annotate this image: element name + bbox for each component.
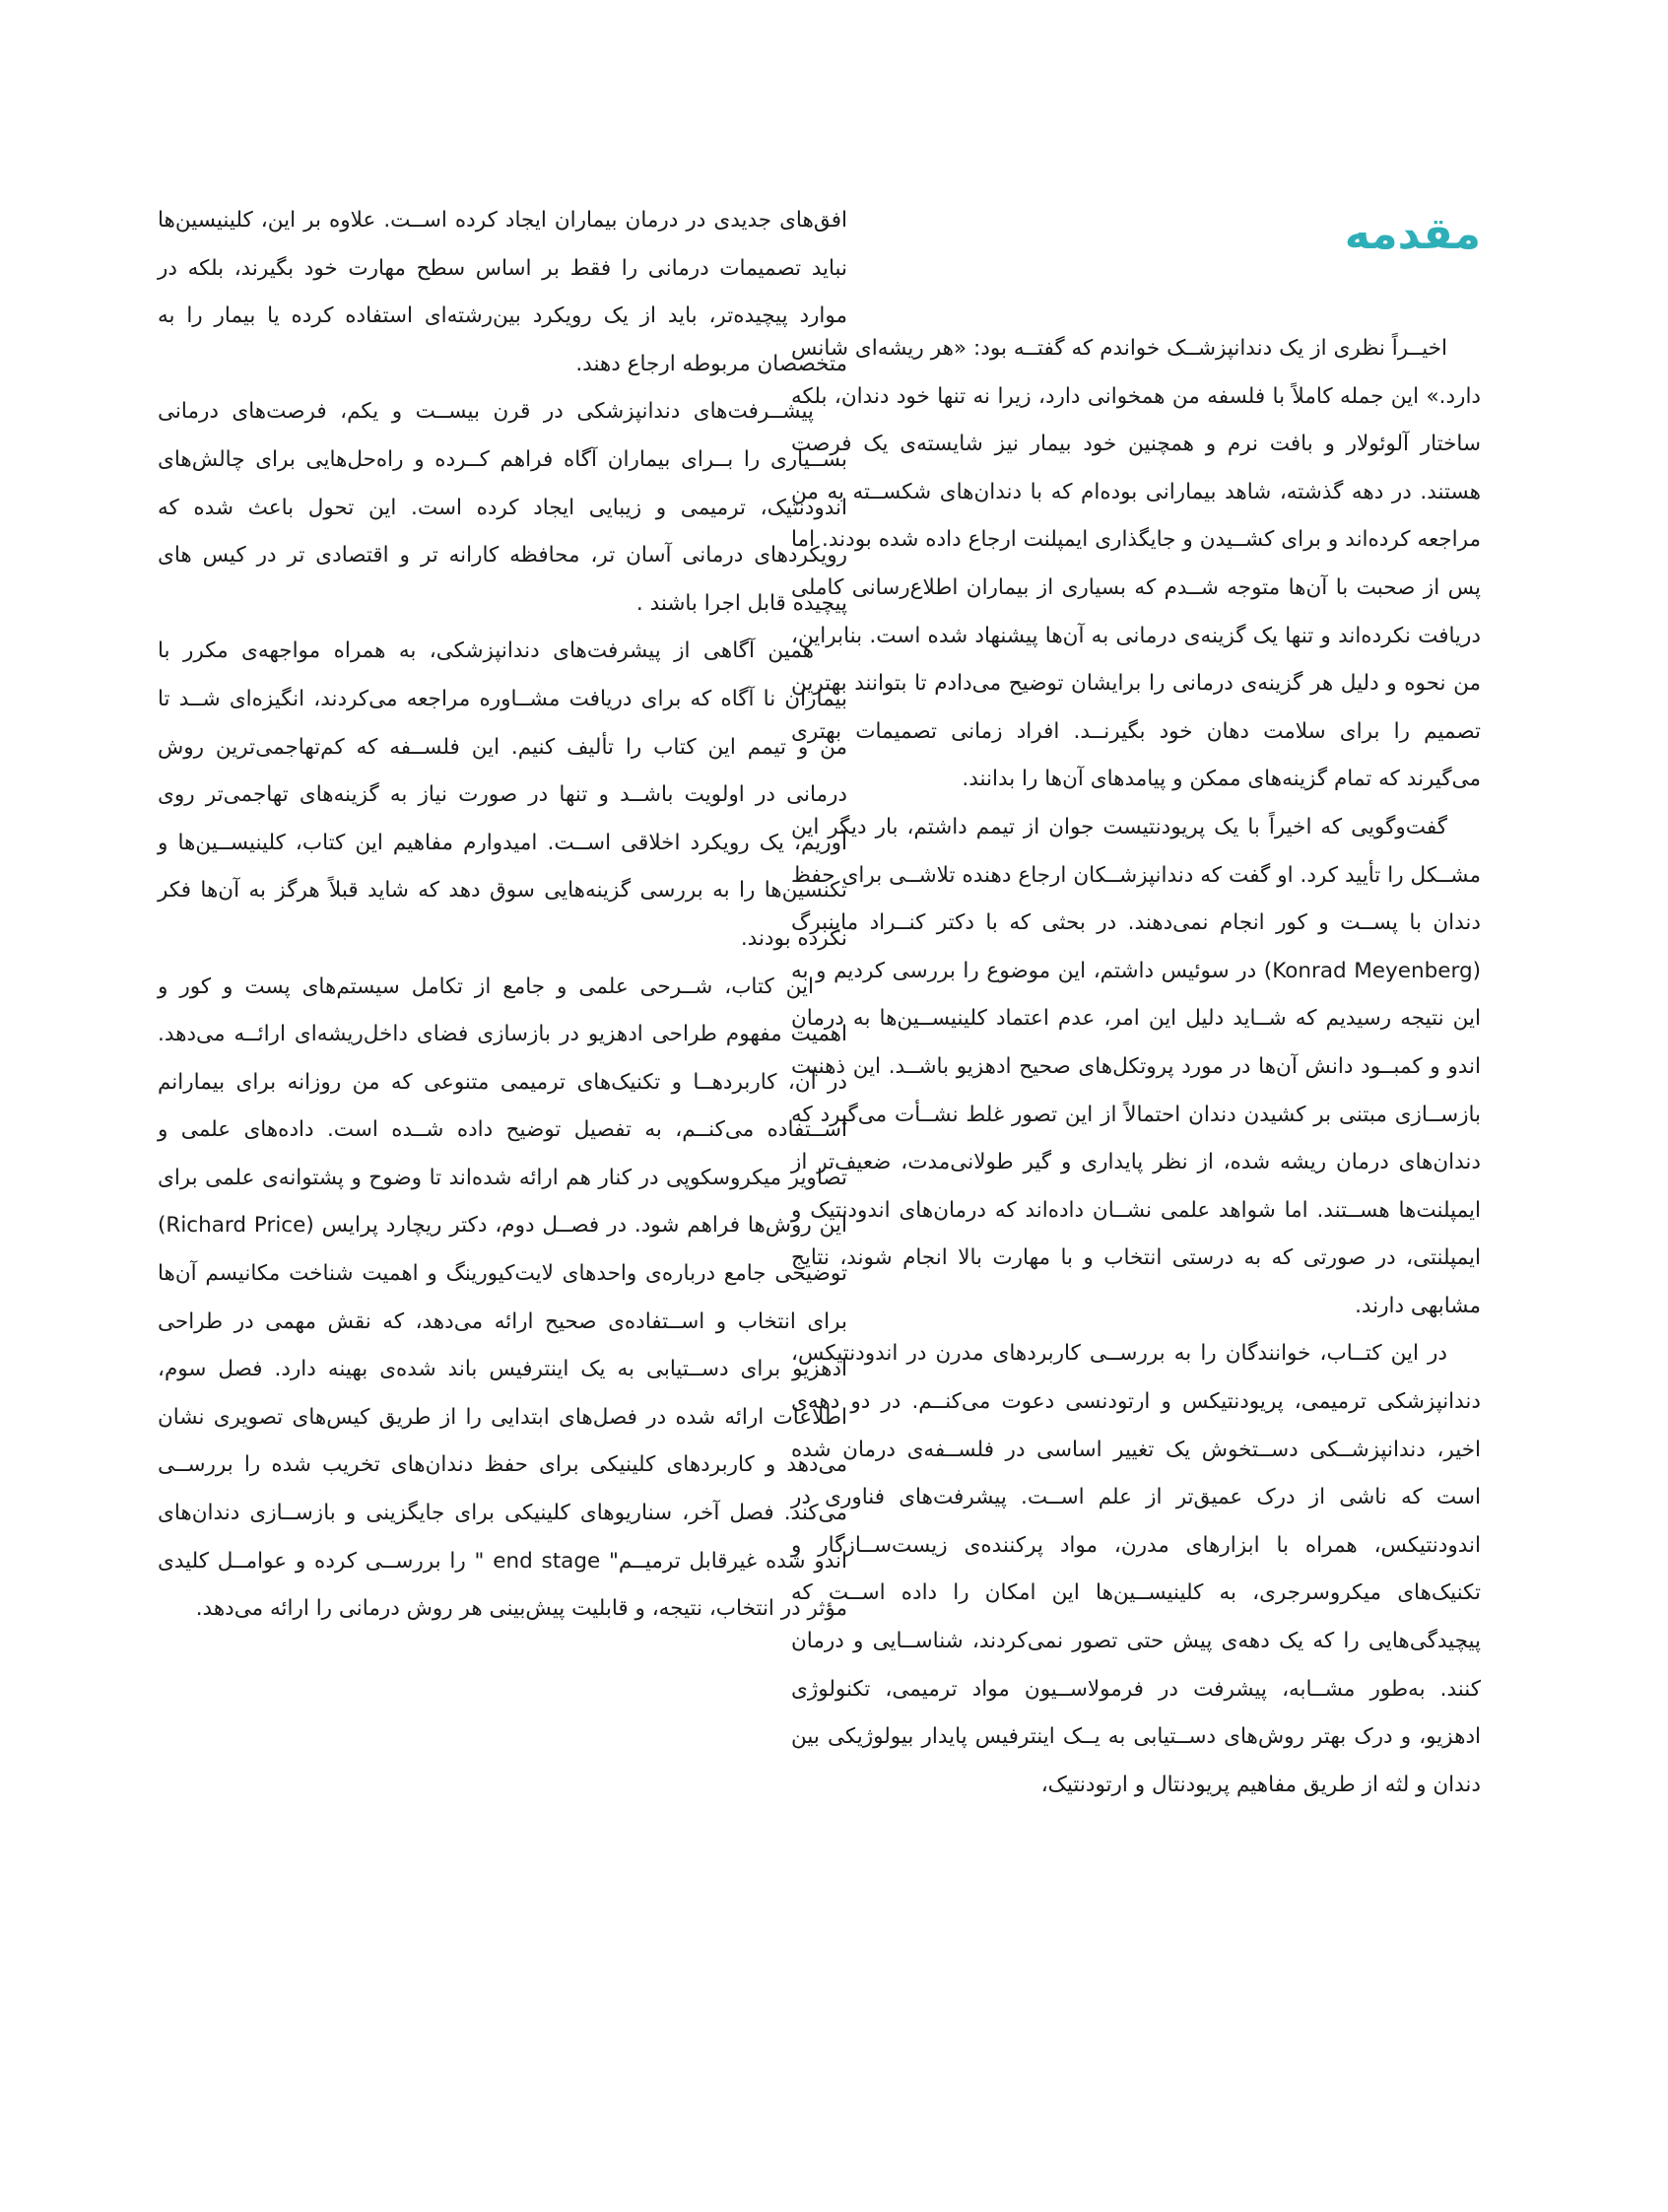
text-column-right xyxy=(791,325,1481,1809)
section-heading: مقدمه xyxy=(1344,209,1481,259)
paragraph: در این کتــاب، خوانندگان را به بررســی کاربردهای مدرن در اندودنتیکس، دندانپزشکی ترمیمی، پریودنتیکس و ارتودنسی دعوت می‌کنــم. در دو دهه‌ی اخیر، دندانپزشــکی دســتخوش یک تغییر اساسی در فلســفه‌ی درمان شده است که ناشی از درک عمیق‌تر از علم اســت. پیشرفت‌های فناوری در اندودنتیکس، همراه با ابزارهای مدرن، مواد پرکننده‌ی زیست‌ســازگار و تکنیک‌های میکروسرجری، به کلینیســین‌ها این امکان را داده اســت که پیچیدگی‌هایی را که یک دهه‌ی پیش حتی تصور نمی‌کردند، شناســایی و درمان کنند. به‌طور مشــابه، پیشرفت در فرمولاســیون مواد ترمیمی، تکنولوژی ادهزیو، و درک بهتر روش‌های دســتیابی به یــک اینترفیس پایدار بیولوژیکی بین دندان و لثه از طریق مفاهیم پریودنتال و ارتودنتیک، xyxy=(791,1341,1481,1797)
text-column-left xyxy=(158,197,847,1634)
paragraph: همین آگاهی از پیشرفت‌های دندانپزشکی، به همراه مواجهه‌ی مکرر با بیماران نا آگاه که برای دریافت مشــاوره مراجعه می‌کردند، انگیزه‌ای شــد تا من و تیمم این کتاب را تألیف کنیم. این فلســفه که کم‌تهاجمی‌ترین روش درمانی در اولویت باشــد و تنها در صورت نیاز به گزینه‌های تهاجمی‌تر روی آوریم، یک رویکرد اخلاقی اســت. امیدوارم مفاهیم این کتاب، کلینیســین‌ها و تکنسین‌ها را به بررسی گزینه‌هایی سوق دهد که شاید قبلاً هرگز به آن‌ها فکر نکرده بودند. xyxy=(158,638,847,951)
paragraph: پیشــرفت‌های دندانپزشکی در قرن بیســت و یکم، فرصت‌های درمانی بســیاری را بــرای بیماران آگاه فراهم کــرده و راه‌حل‌هایی برای چالش‌های اندودنتیک، ترمیمی و زیبایی ایجاد کرده است. این تحول باعث شده که رویکردهای درمانی آسان تر، محافظه کارانه تر و اقتصادی تر در کیس های پیچیده قابل اجرا باشند . xyxy=(158,399,847,616)
paragraph: گفت‌وگویی که اخیراً با یک پریودنتیست جوان از تیمم داشتم، بار دیگر این مشــکل را تأیید کرد. او گفت که دندانپزشــکان ارجاع دهنده تلاشــی برای حفظ دندان با پســت و کور انجام نمی‌دهند. در بحثی که با دکتر کنــراد ماینبرگ (Konrad Meyenberg) در سوئیس داشتم، این موضوع را بررسی کردیم و به این نتیجه رسیدیم که شــاید دلیل این امر، عدم اعتماد کلینیســین‌ها به درمان اندو و کمبــود دانش آن‌ها در مورد پروتکل‌های صحیح ادهزیو باشــد. این ذهنیت بازســازی مبتنی بر کشیدن دندان احتمالاً از این تصور غلط نشــأت می‌گیرد که دندان‌های درمان ریشه شده، از نظر پایداری و گیر طولانی‌مدت، ضعیف‌تر از ایمپلنت‌ها هســتند. اما شواهد علمی نشــان داده‌اند که درمان‌های اندودنتیک و ایمپلنتی، در صورتی که به درستی انتخاب و با مهارت بالا انجام شوند، نتایج مشابهی دارند. xyxy=(791,814,1481,1318)
paragraph: این کتاب، شــرحی علمی و جامع از تکامل سیستم‌های پست و کور و اهمیت مفهوم طراحی ادهزیو در بازسازی فضای داخل‌ریشه‌ای ارائــه می‌دهد. در آن، کاربردهــا و تکنیک‌های ترمیمی متنوعی که من روزانه برای بیمارانم اســتفاده می‌کنــم، به تفصیل توضیح داده شــده است. داده‌های علمی و تصاویر میکروسکوپی در کنار هم ارائه شده‌اند تا وضوح و پشتوانه‌ی علمی برای این روش‌ها فراهم شود. در فصــل دوم، دکتر ریچارد پرایس (Richard Price) توضیحی جامع درباره‌ی واحدهای لایت‌کیورینگ و اهمیت شناخت مکانیسم آن‌ها برای انتخاب و اســتفاده‌ی صحیح ارائه می‌دهد، که نقش مهمی در طراحی ادهزیو برای دســتیابی به یک اینترفیس باند شده‌ی بهینه دارد. فصل سوم، اطلاعات ارائه شده در فصل‌های ابتدایی را از طریق کیس‌های تصویری نشان می‌دهد و کاربردهای کلینیکی برای حفظ دندان‌های تخریب شده را بررســی می‌کند. فصل آخر، سناریوهای کلینیکی برای جایگزینی و بازســازی دندان‌های اندو شده غیرقابل ترمیــم" end stage " را بررســی کرده و عوامــل کلیدی مؤثر در انتخاب، نتیجه، و قابلیت پیش‌بینی هر روش درمانی را ارائه می‌دهد. xyxy=(158,973,847,1622)
paragraph: اخیــراً نظری از یک دندانپزشــک خواندم که گفتــه بود: «هر ریشه‌ای شانس دارد.» این جمله کاملاً با فلسفه من همخوانی دارد، زیرا نه تنها خود دندان، بلکه ساختار آلوئولار و بافت نرم و همچنین خود بیمار نیز شایسته‌ی یک فرصت هستند. در دهه گذشته، شاهد بیمارانی بوده‌ام که با دندان‌های شکســته به من مراجعه کرده‌اند و برای کشــیدن و جایگذاری ایمپلنت ارجاع داده شده بودند. اما پس از صحبت با آن‌ها متوجه شــدم که بسیاری از بیماران اطلاع‌رسانی کاملی دریافت نکرده‌اند و تنها یک گزینه‌ی درمانی به آن‌ها پیشنهاد شده است. بنابراین، من نحوه و دلیل هر گزینه‌ی درمانی را برایشان توضیح می‌دادم تا بتوانند بهترین تصمیم را برای سلامت دهان خود بگیرنــد. افراد زمانی تصمیمات بهتری می‌گیرند که تمام گزینه‌های ممکن و پیامدهای آن‌ها را بدانند. xyxy=(791,336,1481,792)
paragraph: افق‌های جدیدی در درمان بیماران ایجاد کرده اســت. علاوه بر این، کلینیسین‌ها نباید تصمیمات درمانی را فقط بر اساس سطح مهارت خود بگیرند، بلکه در موارد پیچیده‌تر، باید از یک رویکرد بین‌رشته‌ای استفاده کرده یا بیمار را به متخصصان مربوطه ارجاع دهند. xyxy=(158,208,847,376)
